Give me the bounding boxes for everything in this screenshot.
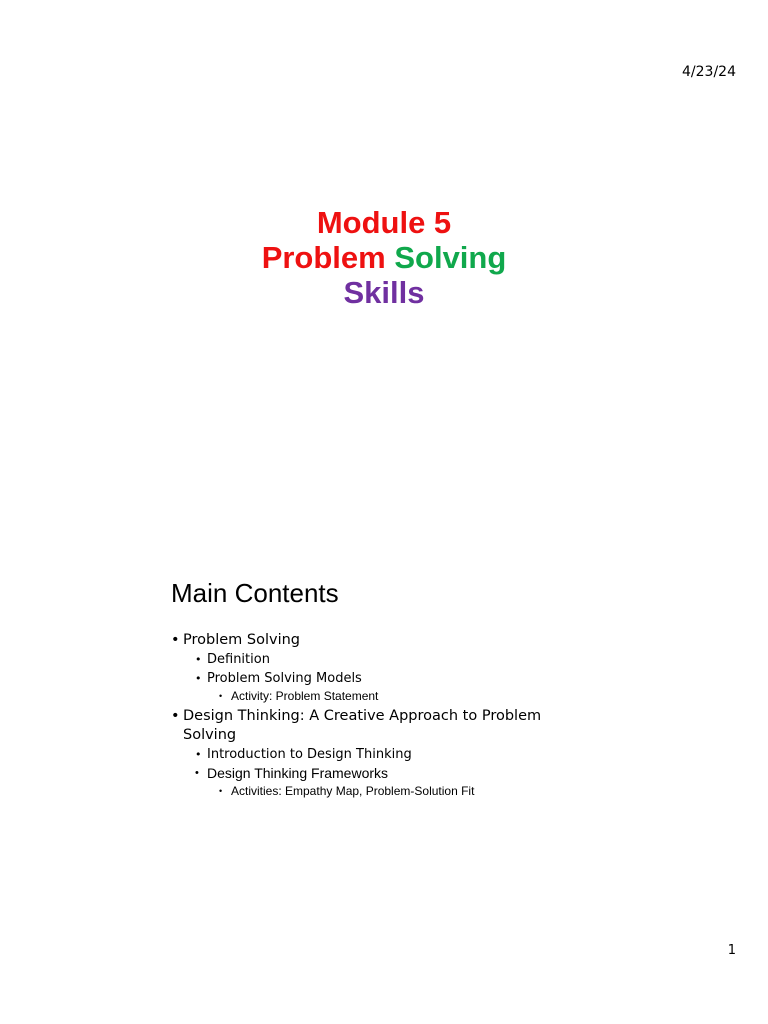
outline-subitem-label: Design Thinking Frameworks	[207, 765, 389, 781]
title-word-solving: Solving	[394, 240, 507, 275]
outline-subitem-label: Problem Solving Models	[207, 671, 362, 686]
outline-subitem-definition	[193, 650, 571, 669]
title-line-problem-solving	[0, 240, 768, 275]
outline-subitem-design-thinking-frameworks	[193, 764, 571, 800]
bullet-icon: •	[195, 767, 199, 779]
outline-subsublist	[217, 688, 571, 705]
outline-subitem-label: Definition	[207, 652, 270, 667]
slide-title	[0, 205, 768, 310]
main-contents-heading: Main Contents	[171, 578, 339, 608]
bullet-icon: •	[195, 653, 202, 666]
outline-activity-label: Activity: Problem Statement	[231, 689, 379, 703]
bullet-icon: •	[219, 691, 223, 701]
title-line-skills: Skills	[343, 275, 425, 310]
outline-sublist	[193, 650, 571, 705]
bullet-icon: •	[195, 748, 202, 761]
bullet-icon: •	[195, 672, 202, 685]
bullet-icon: •	[171, 632, 180, 648]
outline-item-problem-solving	[171, 631, 571, 705]
outline-subitem-label: Introduction to Design Thinking	[207, 747, 412, 762]
outline-subitem-problem-solving-models	[193, 669, 571, 705]
outline-sublist	[193, 745, 571, 800]
outline-item-label: Design Thinking: A Creative Approach to Problem Solving	[183, 708, 542, 743]
bullet-icon: •	[171, 708, 180, 724]
outline-subsublist	[217, 783, 571, 800]
outline-activity-label: Activities: Empathy Map, Problem-Solution Fit	[231, 784, 475, 798]
bullet-icon: •	[219, 786, 223, 796]
outline-item-label: Problem Solving	[183, 632, 300, 648]
title-line-module: Module 5	[316, 205, 452, 240]
outline-activity-empathy-map	[217, 783, 571, 800]
outline-subitem-intro-design-thinking	[193, 745, 571, 764]
title-word-problem: Problem	[261, 240, 386, 275]
contents-outline	[171, 631, 571, 802]
outline-item-design-thinking	[171, 707, 571, 800]
page-number: 1	[727, 943, 736, 958]
slide-date: 4/23/24	[682, 64, 736, 80]
outline-activity-problem-statement	[217, 688, 571, 705]
